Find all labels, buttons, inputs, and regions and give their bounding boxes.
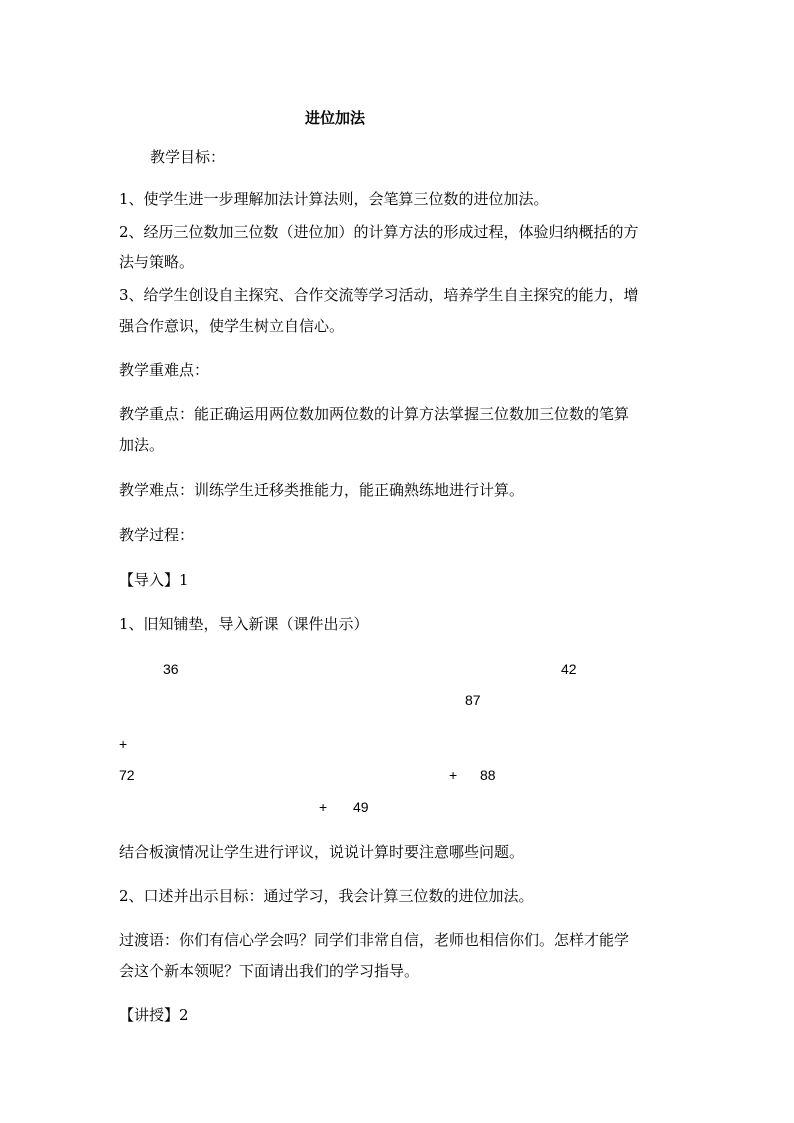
addend-88: 88 bbox=[480, 767, 496, 783]
plus-sign-mid: + bbox=[449, 767, 458, 783]
goal-line-2-cont: 法与策略。 bbox=[119, 253, 195, 271]
step-2: 2、口述并出示目标：通过学习，我会计算三位数的进位加法。 bbox=[119, 887, 534, 905]
key-difficult-heading: 教学重难点： bbox=[119, 361, 210, 379]
difficult-point: 教学难点：训练学生迁移类推能力，能正确熟练地进行计算。 bbox=[119, 481, 525, 499]
addend-49: 49 bbox=[353, 799, 369, 815]
plus-sign-left: + bbox=[119, 736, 128, 752]
addend-87: 87 bbox=[465, 692, 481, 708]
goals-heading: 教学目标： bbox=[150, 148, 226, 166]
section-teach-heading: 【讲授】2 bbox=[119, 1006, 189, 1024]
transition-line-1: 过渡语：你们有信心学会吗？同学们非常自信，老师也相信你们。怎样才能学 bbox=[119, 931, 630, 949]
goal-line-1: 1、使学生进一步理解加法计算法则，会笔算三位数的进位加法。 bbox=[119, 190, 549, 208]
goal-line-2: 2、经历三位数加三位数（进位加）的计算方法的形成过程，体验归纳概括的方 bbox=[119, 223, 639, 241]
goal-line-3-cont: 强合作意识，使学生树立自信心。 bbox=[119, 317, 345, 335]
addend-42: 42 bbox=[561, 661, 577, 677]
key-point-line-1: 教学重点：能正确运用两位数加两位数的计算方法掌握三位数加三位数的笔算 bbox=[119, 405, 630, 423]
step-1: 1、旧知铺垫，导入新课（课件出示） bbox=[119, 615, 369, 633]
process-heading: 教学过程： bbox=[119, 526, 195, 544]
addend-72: 72 bbox=[119, 767, 135, 783]
key-point-line-2: 加法。 bbox=[119, 436, 165, 454]
comment-line: 结合板演情况让学生进行评议，说说计算时要注意哪些问题。 bbox=[119, 843, 525, 861]
goal-line-3: 3、给学生创设自主探究、合作交流等学习活动，培养学生自主探究的能力，增 bbox=[119, 286, 639, 304]
page-title: 进位加法 bbox=[305, 109, 366, 127]
plus-sign-bottom: + bbox=[319, 799, 328, 815]
addend-36: 36 bbox=[163, 661, 179, 677]
transition-line-2: 会这个新本领呢？下面请出我们的学习指导。 bbox=[119, 962, 420, 980]
section-intro-heading: 【导入】1 bbox=[119, 571, 189, 589]
